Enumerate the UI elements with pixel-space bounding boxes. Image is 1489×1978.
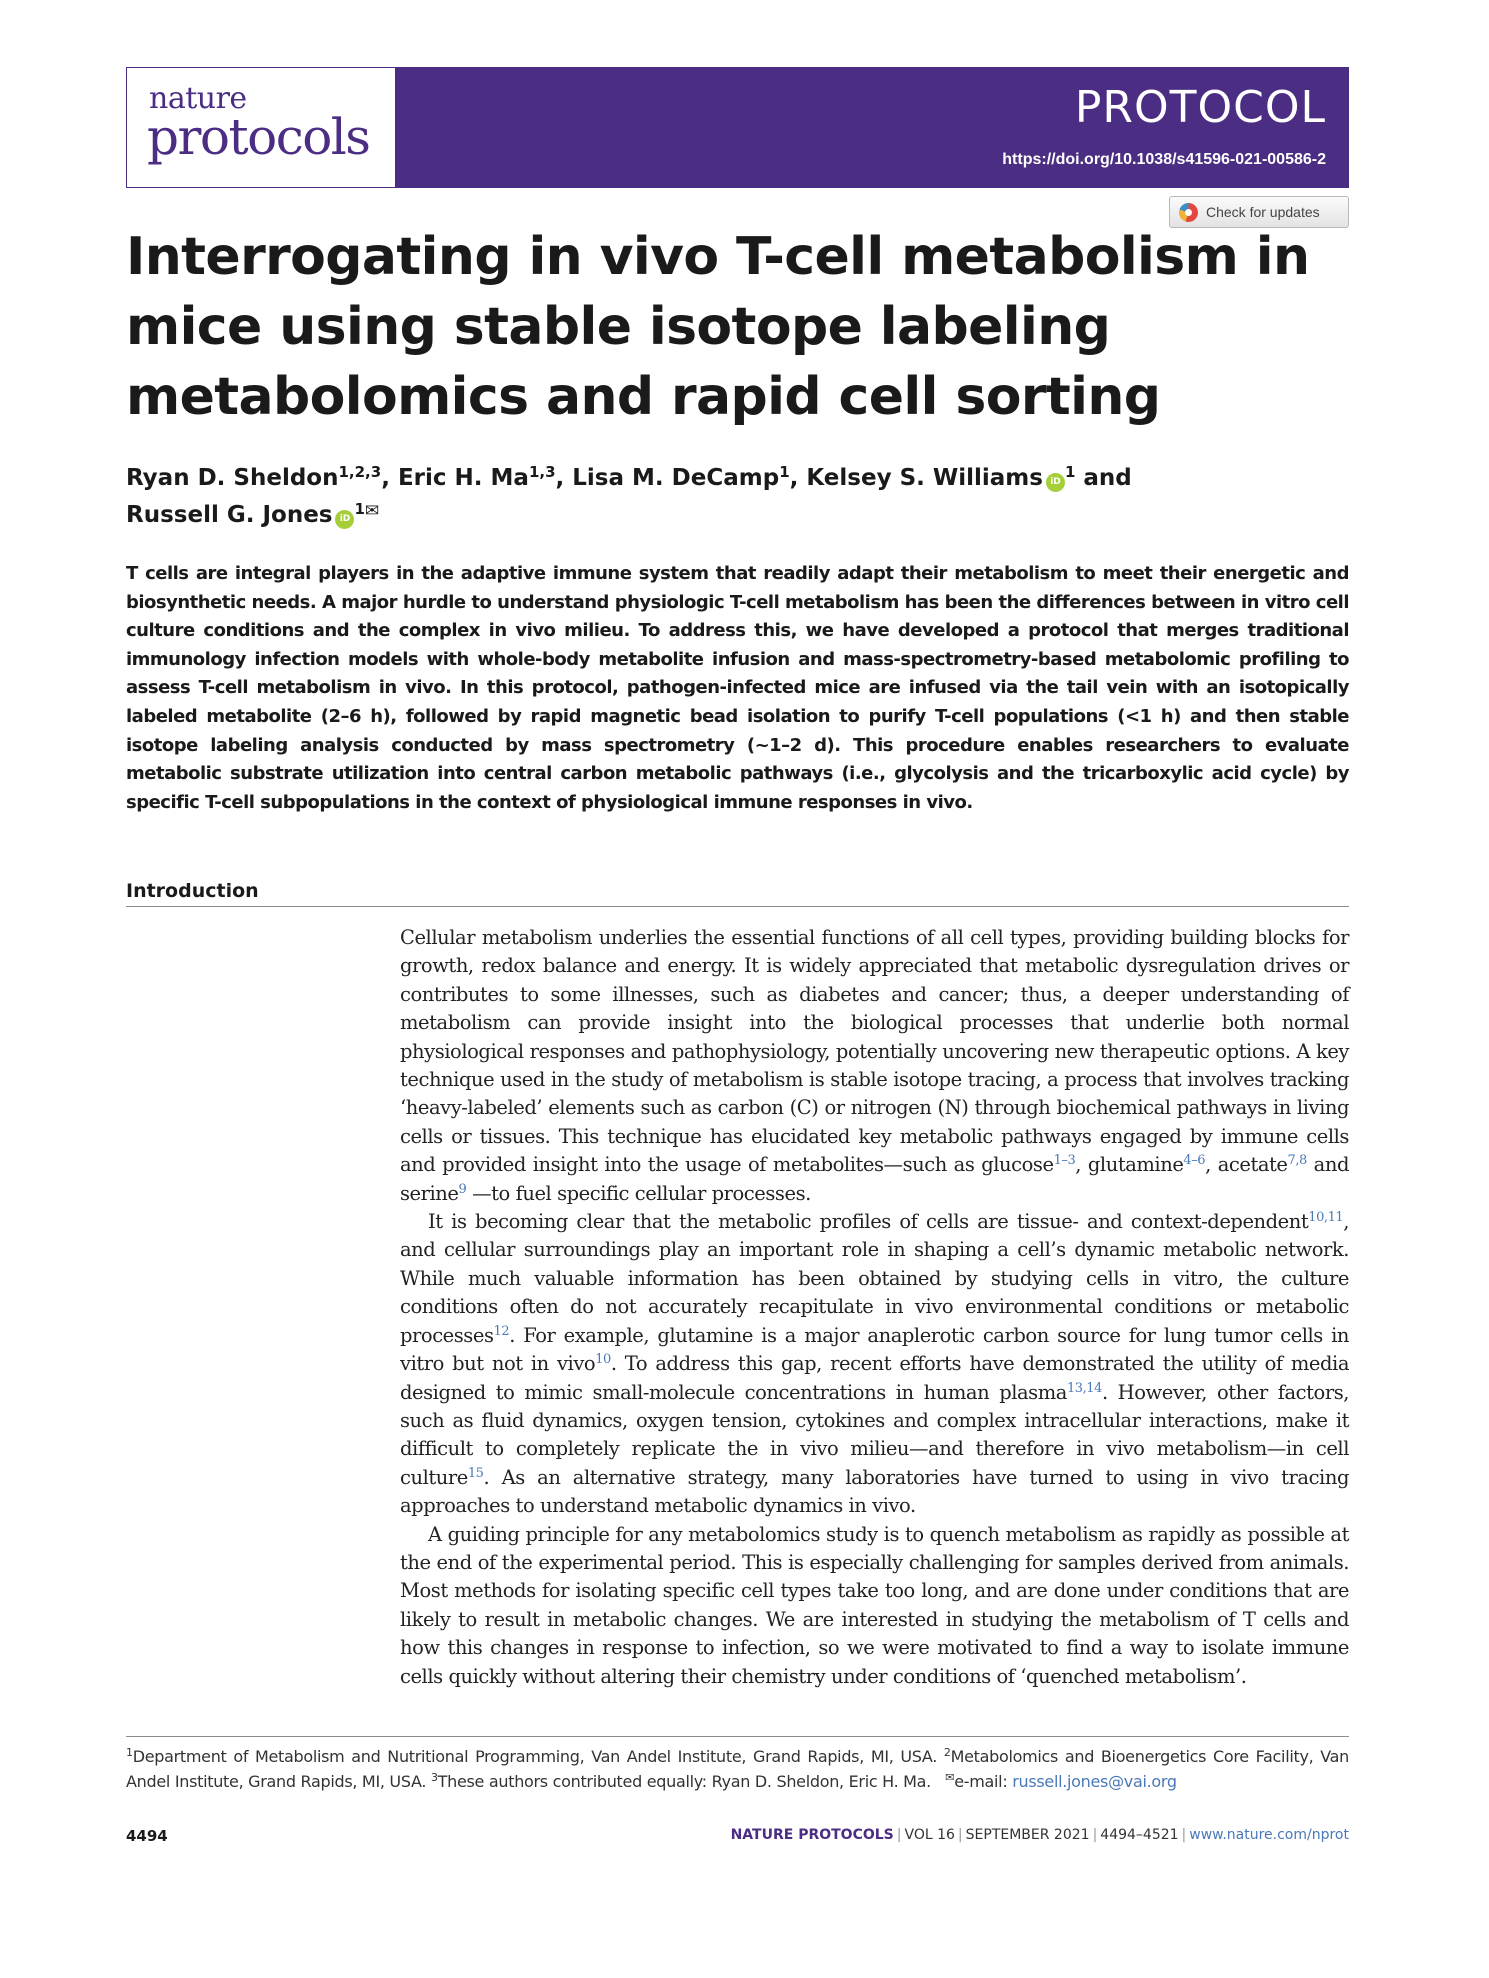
paragraph-text: —to fuel specific cellular processes. <box>466 1181 811 1205</box>
paragraph-text: , acetate <box>1205 1153 1288 1177</box>
author-separator: , <box>789 465 807 491</box>
reference-link[interactable]: 12 <box>493 1323 510 1339</box>
journal-logo[interactable] <box>127 68 395 187</box>
reference-link[interactable]: 1–3 <box>1053 1153 1076 1169</box>
paragraph-text: . To address this gap, recent efforts have demonstrated the utility of media designed to mimic small-molecule concentrations in human plasma <box>400 1352 1349 1404</box>
author-separator: , <box>381 465 398 491</box>
affiliations-footnote <box>126 1744 1349 1794</box>
author-name[interactable]: Lisa M. DeCamp <box>572 465 780 491</box>
author-affiliation: 1 <box>779 463 790 481</box>
crossmark-icon <box>1179 203 1198 222</box>
author-name[interactable]: Ryan D. Sheldon <box>126 465 339 491</box>
abstract: T cells are integral players in the adaptive immune system that readily adapt their metabolism to meet their energetic and biosynthetic needs. A major hurdle to understand physiologic T-cell metabolism has been the differences between in vitro cell culture conditions and the complex in vivo milieu. To address this, we have developed a protocol that merges traditional immunology infection models with whole-body metabolite infusion and mass-spectrometry-based metabolomic profiling to assess T-cell metabolism in vivo. In this protocol, pathogen-infected mice are infused via the tail vein with an isotopically labeled metabolite (2–6 h), followed by rapid magnetic bead isolation to purify T-cell populations (<1 h) and then stable isotope labeling analysis conducted by mass spectrometry (~1–2 d). This procedure enables researchers to evaluate metabolic substrate utilization into central carbon metabolic pathways (i.e., glycolysis and the tricarboxylic acid cycle) by specific T-cell subpopulations in the context of physiological immune responses in vivo. <box>126 563 1349 813</box>
envelope-icon: ✉ <box>945 1771 955 1784</box>
logo-protocols-text: protocols <box>147 108 370 166</box>
paragraph: A guiding principle for any metabolomics study is to quench metabolism as rapidly as possible at the end of the experimental period. This is especially challenging for samples derived from animals. Most methods for isolating specific cell types take too long, and are done under conditions that are likely to result in metabolic changes. We are interested in studying the metabolism of T cells and how this changes in response to infection, so we were motivated to find a way to isolate immune cells quickly without altering their chemistry under conditions of ‘quenched metabolism’. <box>400 1522 1349 1688</box>
affiliation-text: Metabolomics and Bioenergetics Core Facility, Van Andel Institute, Grand Rapids, MI, USA. <box>126 1747 1349 1791</box>
article-type: PROTOCOL <box>1074 82 1326 133</box>
journal-volume: VOL 16 <box>904 1827 955 1843</box>
orcid-icon[interactable]: iD <box>335 510 354 529</box>
orcid-icon[interactable]: iD <box>1046 473 1065 492</box>
header-band <box>395 68 1348 187</box>
article-title: Interrogating in vivo T-cell metabolism in mice using stable isotope labeling metabolomics and rapid cell sorting <box>126 227 1310 427</box>
journal-pages: 4494–4521 <box>1100 1827 1179 1843</box>
paragraph <box>400 924 1349 1208</box>
author-affiliation: 1 <box>1064 463 1076 481</box>
journal-name: NATURE PROTOCOLS <box>730 1827 894 1843</box>
paragraph-text: It is becoming clear that the metabolic profiles of cells are tissue- and context-dependent <box>428 1210 1309 1234</box>
reference-link[interactable]: 9 <box>458 1181 467 1197</box>
reference-link[interactable]: 15 <box>467 1465 484 1481</box>
paragraph-text: Cellular metabolism underlies the essential functions of all cell types, providing building blocks for growth, redox balance and energy. It is widely appreciated that metabolic dysregulation drives or contributes to some illnesses, such as diabetes and cancer; thus, a deeper understanding of metabolism can provide insight into the biological processes that underlie both normal physiological responses and pathophysiology, potentially uncovering new therapeutic options. A key technique used in the study of metabolism is stable isotope tracing, a process that involves tracking ‘heavy-labeled’ elements such as carbon (C) or nitrogen (N) through biochemical pathways in living cells or tissues. This technique has elucidated key metabolic pathways engaged by immune cells and provided insight into the usage of metabolites—such as glucose <box>400 926 1349 1177</box>
reference-link[interactable]: 7,8 <box>1287 1153 1307 1169</box>
journal-citation: NATURE PROTOCOLS | VOL 16 | SEPTEMBER 2021 | 4494–4521 | www.nature.com/nprot <box>730 1827 1349 1843</box>
doi-link[interactable]: https://doi.org/10.1038/s41596-021-00586-2 <box>1002 151 1326 168</box>
author-affiliation: 1,2,3 <box>338 463 382 481</box>
paragraph-text: and serine <box>400 1153 1349 1205</box>
affiliation-number: 3 <box>430 1771 438 1784</box>
logo-nature-text: nature <box>149 81 247 116</box>
affiliation-text: These authors contributed equally: Ryan D. Sheldon, Eric H. Ma. <box>437 1772 931 1791</box>
author-affiliation: 1 <box>354 500 365 518</box>
paragraph-text: , glutamine <box>1075 1153 1184 1177</box>
journal-header <box>126 67 1349 188</box>
affiliation-text: Department of Metabolism and Nutritional Programming, Van Andel Institute, Grand Rapids, MI, USA. <box>132 1747 938 1766</box>
affiliation-number: 2 <box>943 1746 951 1759</box>
section-heading-introduction: Introduction <box>126 880 1349 907</box>
reference-link[interactable]: 10 <box>595 1352 611 1368</box>
author-affiliation: 1,3 <box>528 463 556 481</box>
footnote-divider <box>126 1736 1349 1737</box>
paragraph-text: , and cellular surroundings play an important role in shaping a cell’s dynamic metabolic network. While much valuable information has been obtained by studying cells in vitro, the culture conditions often do not accurately recapitulate in vivo environmental conditions or metabolic processes <box>400 1210 1349 1347</box>
affiliation-number: 1 <box>126 1746 133 1759</box>
paragraph-text: . As an alternative strategy, many laboratories have turned to using in vivo tracing approaches to understand metabolic dynamics in vivo. <box>400 1465 1349 1518</box>
paragraph-text: . However, other factors, such as fluid dynamics, oxygen tension, cytokines and complex intracellular interactions, make it difficult to completely replicate the in vivo milieu—and therefore in vivo metabolism—in cell culture <box>400 1380 1349 1489</box>
author-name[interactable]: Russell G. Jones <box>126 502 333 528</box>
author-separator: , <box>555 465 573 491</box>
journal-date: SEPTEMBER 2021 <box>965 1827 1090 1843</box>
author-separator: and <box>1075 465 1132 491</box>
email-link[interactable]: russell.jones@vai.org <box>1012 1772 1177 1791</box>
paragraph-text: . For example, glutamine is a major anaplerotic carbon source for lung tumor cells in vitro but not in vivo <box>400 1323 1349 1376</box>
page-number: 4494 <box>126 1827 168 1845</box>
email-label: e-mail: <box>954 1772 1013 1791</box>
author-name[interactable]: Kelsey S. Williams <box>806 465 1043 491</box>
introduction-body <box>400 924 1349 1691</box>
reference-link[interactable]: 13,14 <box>1066 1380 1102 1396</box>
check-for-updates-label: Check for updates <box>1206 204 1320 220</box>
envelope-icon[interactable]: ✉ <box>364 501 380 521</box>
paragraph <box>400 1208 1349 1520</box>
author-list <box>126 462 1349 532</box>
reference-link[interactable]: 4–6 <box>1183 1153 1206 1169</box>
author-name[interactable]: Eric H. Ma <box>397 465 529 491</box>
journal-website-link[interactable]: www.nature.com/nprot <box>1189 1827 1349 1843</box>
reference-link[interactable]: 10,11 <box>1308 1210 1344 1226</box>
